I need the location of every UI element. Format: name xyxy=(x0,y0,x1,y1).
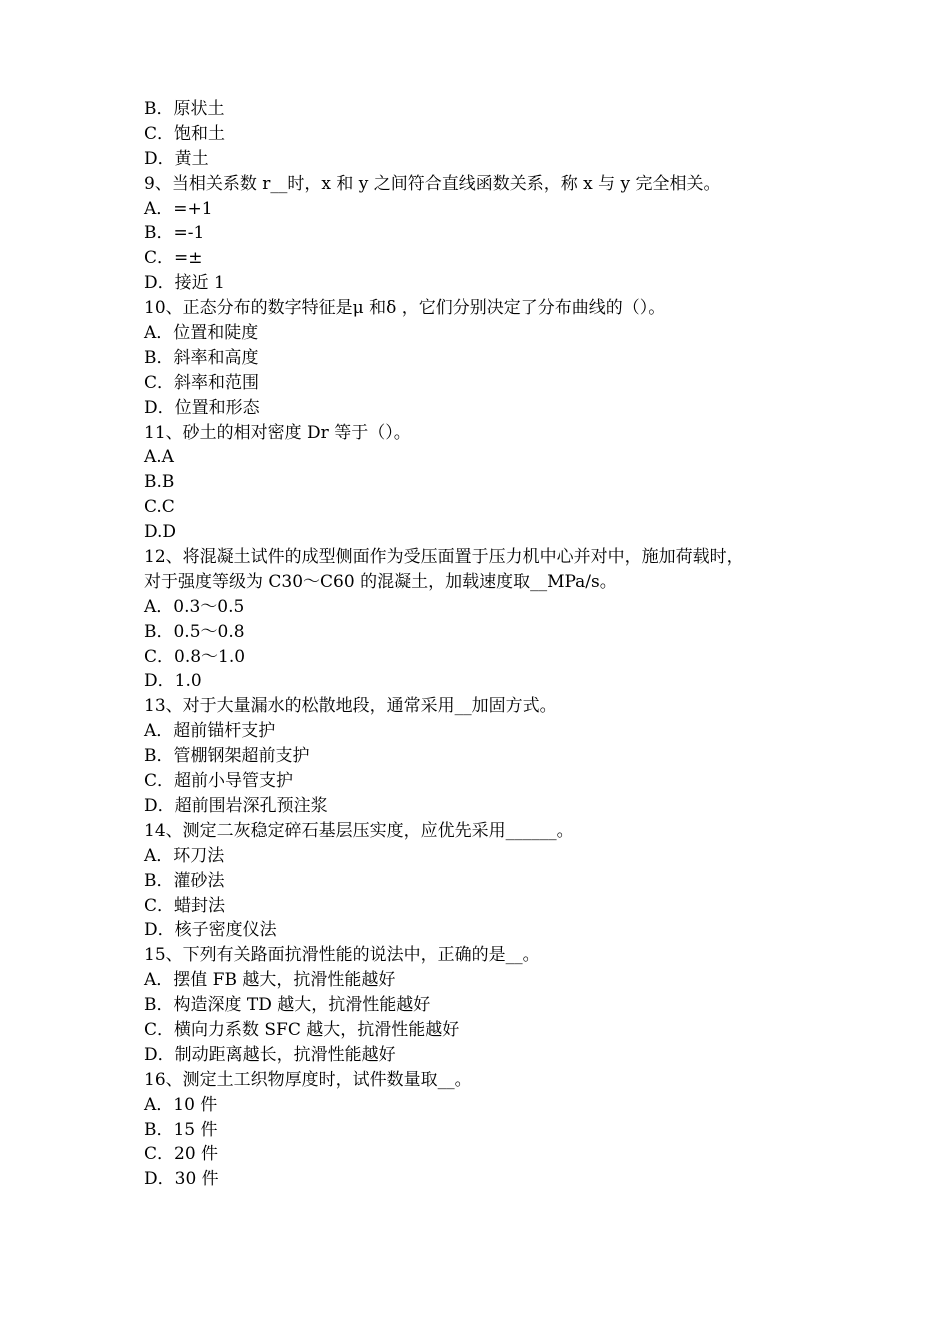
question-text: 10、正态分布的数字特征是μ 和δ ，它们分别决定了分布曲线的（）。 xyxy=(144,298,666,319)
option-text: D．1.0 xyxy=(144,671,202,692)
question-text: 13、对于大量漏水的松散地段，通常采用__加固方式。 xyxy=(144,696,557,717)
option-text: C．斜率和范围 xyxy=(144,372,260,393)
option-text: A．=+1 xyxy=(144,198,213,219)
option-text: A．环刀法 xyxy=(144,845,225,866)
option-text: D.D xyxy=(144,522,177,543)
option-text: B．0.5～0.8 xyxy=(144,621,245,642)
option-text: B．灌砂法 xyxy=(144,870,225,891)
option-text: D．超前围岩深孔预注浆 xyxy=(144,795,328,816)
option-text: C．0.8～1.0 xyxy=(144,646,246,667)
option-text: B．15 件 xyxy=(144,1119,218,1140)
option-text: C．横向力系数 SFC 越大，抗滑性能越好 xyxy=(144,1019,460,1040)
option-text: D．30 件 xyxy=(144,1169,219,1190)
question-text: 15、下列有关路面抗滑性能的说法中，正确的是__。 xyxy=(144,945,540,966)
option-text: C.C xyxy=(144,497,175,518)
question-text: 9、当相关系数 r__时，x 和 y 之间符合直线函数关系，称 x 与 y 完全相关。 xyxy=(144,173,721,194)
option-text: D．位置和形态 xyxy=(144,397,260,418)
option-text: A．10 件 xyxy=(144,1094,218,1115)
option-text: A．0.3～0.5 xyxy=(144,596,245,617)
option-text: B．=-1 xyxy=(144,223,205,244)
option-text: B．斜率和高度 xyxy=(144,347,259,368)
option-text: B．原状土 xyxy=(144,99,225,119)
option-text: C．超前小导管支护 xyxy=(144,771,294,792)
option-text: C．饱和土 xyxy=(144,123,226,144)
option-text: D．接近 1 xyxy=(144,273,225,294)
option-text: A．摆值 FB 越大，抗滑性能越好 xyxy=(144,970,396,991)
option-text: B．管棚钢架超前支护 xyxy=(144,746,310,767)
question-text: 14、测定二灰稳定碎石基层压实度，应优先采用______。 xyxy=(144,820,574,841)
option-text: A.A xyxy=(144,447,174,468)
question-text: 12、将混凝土试件的成型侧面作为受压面置于压力机中心并对中，施加荷载时， xyxy=(144,547,744,568)
question-text: 11、砂土的相对密度 Dr 等于（）。 xyxy=(144,422,411,443)
question-text: 16、测定土工织物厚度时，试件数量取__。 xyxy=(144,1069,472,1090)
question-text-continued: 对于强度等级为 C30～C60 的混凝土，加载速度取__MPa/s。 xyxy=(144,571,617,592)
option-text: C．=± xyxy=(144,248,203,269)
option-text: A．位置和陡度 xyxy=(144,323,259,344)
option-text: D．制动距离越长，抗滑性能越好 xyxy=(144,1044,396,1065)
option-text: A．超前锚杆支护 xyxy=(144,721,276,742)
document-page xyxy=(144,97,834,1192)
option-text: D．黄土 xyxy=(144,148,209,169)
option-text: C．20 件 xyxy=(144,1144,219,1165)
option-text: B.B xyxy=(144,472,175,493)
option-text: C．蜡封法 xyxy=(144,895,226,916)
option-text: B．构造深度 TD 越大，抗滑性能越好 xyxy=(144,995,431,1016)
option-text: D．核子密度仪法 xyxy=(144,920,277,941)
